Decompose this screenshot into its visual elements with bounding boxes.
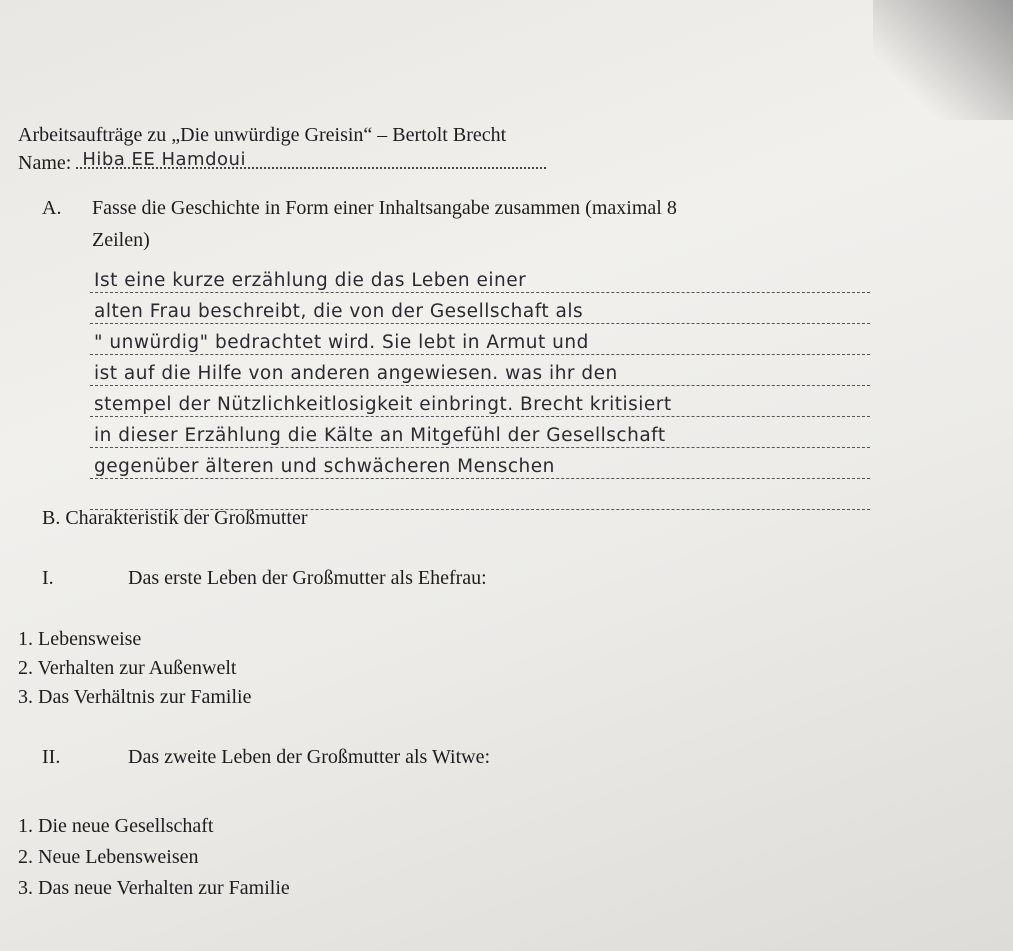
part-1-roman: I. — [42, 567, 54, 589]
answer-line[interactable] — [90, 386, 870, 417]
name-handwriting: Hiba EE Hamdoui — [82, 149, 246, 170]
answer-line[interactable] — [90, 479, 870, 510]
part-1-item: 3. Das Verhältnis zur Familie — [18, 686, 252, 708]
part-1-item: 2. Verhalten zur Außenwelt — [18, 657, 237, 679]
section-b-number: B. — [42, 507, 61, 529]
part-2-heading — [42, 746, 490, 769]
part-2-item: 1. Die neue Gesellschaft — [18, 815, 214, 837]
answer-line-text: in dieser Erzählung die Kälte an Mitgefühl der Gesellschaft — [94, 425, 666, 446]
name-row — [18, 150, 546, 175]
answer-line-text: Ist eine kurze erzählung die das Leben einer — [94, 270, 527, 291]
answer-line-text: alten Frau beschreibt, die von der Gesellschaft als — [94, 301, 584, 322]
answer-line[interactable] — [90, 293, 870, 324]
part-1-heading — [42, 567, 487, 590]
name-field[interactable] — [76, 150, 546, 169]
section-b-heading — [42, 507, 308, 530]
part-2-item: 3. Das neue Verhalten zur Familie — [18, 877, 290, 899]
answer-line-text: stempel der Nützlichkeitlosigkeit einbringt. Brecht kritisiert — [94, 394, 672, 415]
answer-line[interactable] — [90, 355, 870, 386]
answer-line-text: " unwürdig" bedrachtet wird. Sie lebt in Armut und — [94, 332, 589, 353]
task-a-instruction-line2: Zeilen) — [92, 229, 150, 251]
section-b-title: Charakteristik der Großmutter — [65, 507, 308, 529]
name-label: Name: — [18, 152, 72, 174]
task-a-number: A. — [42, 197, 62, 219]
answer-area[interactable] — [90, 262, 870, 510]
worksheet-title: Arbeitsaufträge zu „Die unwürdige Greisin“ – Bertolt Brecht — [18, 124, 507, 146]
part-1-title: Das erste Leben der Großmutter als Ehefrau: — [128, 567, 487, 589]
answer-line[interactable] — [90, 417, 870, 448]
answer-line[interactable] — [90, 262, 870, 293]
answer-line[interactable] — [90, 448, 870, 479]
part-2-title: Das zweite Leben der Großmutter als Witwe: — [128, 746, 491, 768]
task-a-instruction — [42, 192, 842, 256]
answer-line-text: gegenüber älteren und schwächeren Menschen — [94, 456, 555, 477]
part-1-item: 1. Lebensweise — [18, 628, 142, 650]
task-a-instruction-line1: Fasse die Geschichte in Form einer Inhaltsangabe zusammen (maximal 8 — [92, 197, 677, 219]
answer-line-text: ist auf die Hilfe von anderen angewiesen. was ihr den — [94, 363, 618, 384]
answer-line[interactable] — [90, 324, 870, 355]
part-2-item: 2. Neue Lebensweisen — [18, 846, 199, 868]
part-2-roman: II. — [42, 746, 61, 768]
